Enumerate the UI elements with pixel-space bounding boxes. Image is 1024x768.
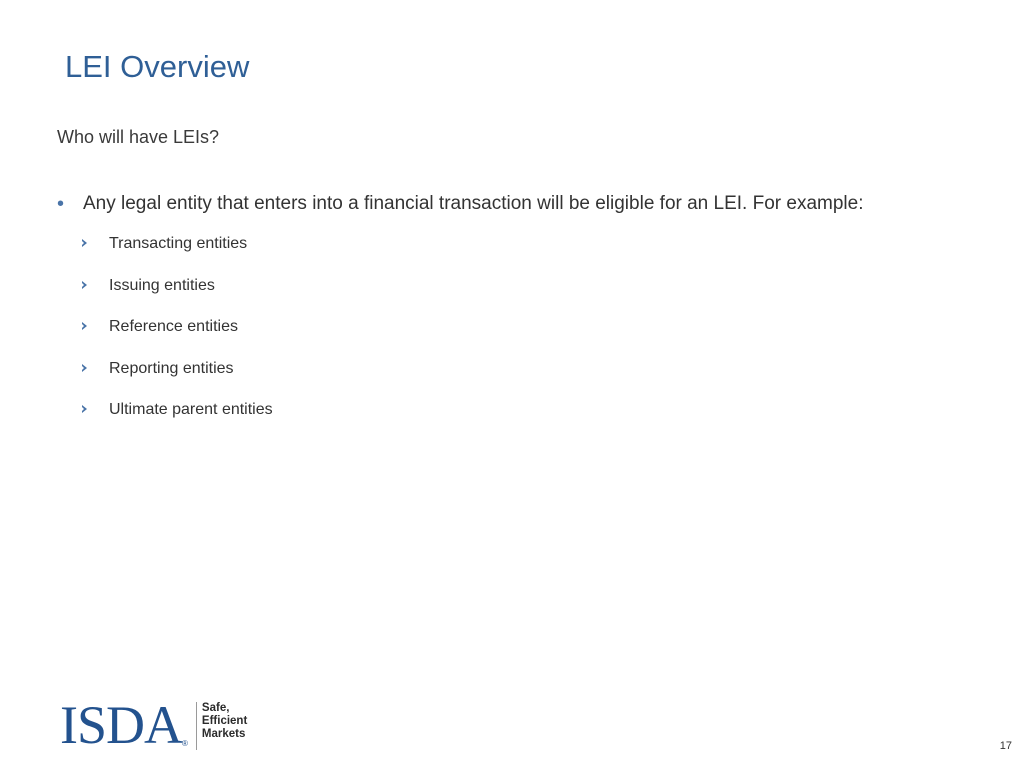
chevron-right-icon: [82, 322, 87, 330]
sub-bullet-item: [82, 275, 273, 317]
page-number: 17: [999, 740, 1012, 752]
sub-bullet-item: [82, 316, 273, 358]
slide-title: LEI Overview: [65, 49, 250, 84]
logo-registered-mark: ®: [182, 739, 188, 748]
sub-bullet-item: [82, 399, 273, 441]
logo-divider: [196, 702, 197, 750]
slide-subtitle: Who will have LEIs?: [57, 127, 220, 147]
logo-tagline-line: Efficient: [201, 715, 248, 727]
sub-bullet-text: Reference entities: [109, 318, 238, 335]
logo-tagline-line: Markets: [201, 728, 246, 740]
logo-mark: ISDA: [60, 695, 183, 755]
bullet-list: [57, 190, 863, 218]
sub-bullet-text: Transacting entities: [109, 235, 248, 252]
bullet-text: Any legal entity that enters into a financial transaction will be eligible for an LEI. For example:: [83, 193, 864, 214]
isda-logo: [60, 695, 248, 755]
bullet-item: [57, 190, 863, 218]
chevron-right-icon: [82, 405, 87, 413]
sub-bullet-list: [82, 233, 273, 441]
bullet-dot-icon: •: [57, 193, 65, 215]
sub-bullet-text: Reporting entities: [109, 359, 234, 377]
chevron-right-icon: [82, 239, 87, 247]
chevron-right-icon: [82, 281, 87, 289]
sub-bullet-text: Issuing entities: [109, 276, 215, 294]
logo-tagline-line: Safe,: [201, 702, 230, 714]
sub-bullet-item: [82, 233, 273, 275]
sub-bullet-text: Ultimate parent entities: [109, 401, 273, 418]
logo-tagline: [202, 702, 247, 741]
sub-bullet-item: [82, 358, 273, 400]
chevron-right-icon: [82, 364, 87, 372]
